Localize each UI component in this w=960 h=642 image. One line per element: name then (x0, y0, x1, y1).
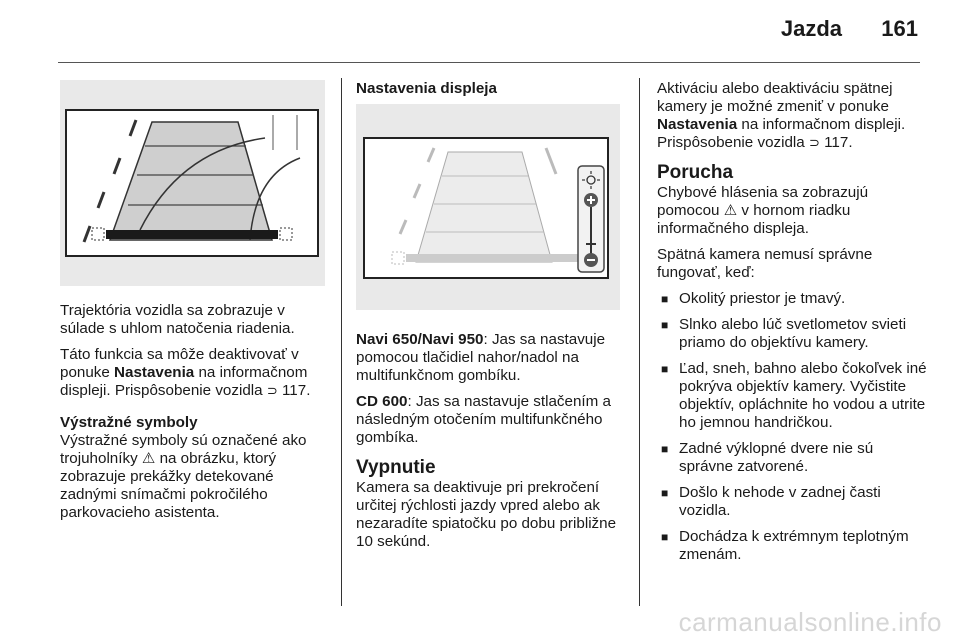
rear-camera-trajectory-figure (60, 80, 325, 286)
page-reference-icon: ⊃ (808, 135, 820, 150)
column-divider (639, 78, 640, 606)
display-settings-figure (356, 104, 620, 310)
malfunction-list (657, 290, 927, 564)
camera-toggle-paragraph: Aktiváciu alebo deaktiváciu spätnej kamery je možné zmeniť v ponuke Nastavenia na informačnom displeji. Prispôsobenie vozidla ⊃ 117. (657, 80, 906, 151)
list-item: ■ Zadné výklopné dvere nie sú správne zatvorené. (657, 440, 927, 476)
header-rule (58, 62, 920, 63)
warning-triangle-icon: ⚠ (723, 202, 738, 219)
deactivate-paragraph: Táto funkcia sa môže deaktivovať v ponuke Nastavenia na informačnom displeji. Prispôsobenie vozidla ⊃ 117. (60, 346, 311, 399)
list-item: ■ Došlo k nehode v zadnej časti vozidla. (657, 484, 927, 520)
trajectory-paragraph: Trajektória vozidla sa zobrazuje v súlade s uhlom natočenia riadenia. (60, 302, 295, 337)
column-2-body (356, 331, 626, 559)
display-settings-heading: Nastavenia displeja (356, 80, 497, 97)
warning-triangle-icon: ⚠ (141, 450, 156, 467)
list-item: ■ Ľad, sneh, bahno alebo čokoľvek iné pokrýva objektív kamery. Vyčistite objektív, opláchnite ho vodou a utrite ho jemnou handričkou. (657, 360, 927, 432)
section-heading-porucha: Porucha (657, 162, 734, 183)
navi-paragraph: Navi 650/Navi 950: Jas sa nastavuje pomocou tlačidiel nahor/nadol na multifunkčnom gombíku. (356, 331, 606, 384)
page-reference-icon: ⊃ (266, 383, 278, 398)
list-item: ■ Dochádza k extrémnym teplotným zmenám. (657, 528, 927, 564)
list-item: ■ Slnko alebo lúč svetlometov svieti priamo do objektívu kamery. (657, 316, 927, 352)
warning-symbols-paragraph: Výstražné symboly Výstražné symboly sú označené ako trojuholníky ⚠ na obrázku, ktorý zobrazuje prekážky detekované zadnými snímačmi pokročilého parkovacieho asistenta. (60, 414, 330, 522)
column-3 (657, 80, 927, 572)
trajectory-illustration (60, 80, 325, 286)
list-item: ■ Okolitý priestor je tmavý. (657, 290, 927, 308)
malfunction-intro: Spätná kamera nemusí správne fungovať, keď: (657, 246, 873, 281)
column-2 (356, 80, 626, 106)
column-divider (341, 78, 342, 606)
header-title: Jazda (780, 16, 842, 41)
watermark: carmanualsonline.info (678, 607, 942, 637)
cd600-paragraph: CD 600: Jas sa nastavuje stlačením a následným otočením multifunkčného gombíka. (356, 393, 611, 446)
warning-symbols-heading: Výstražné symboly (60, 414, 198, 431)
section-heading-vypnutie: Vypnutie (356, 457, 436, 478)
deactivation-paragraph: Kamera sa deaktivuje pri prekročení určitej rýchlosti jazdy vpred alebo ak nezaradíte spiatočku po dobu približne 10 sekúnd. (356, 479, 617, 550)
error-messages-paragraph: Chybové hlásenia sa zobrazujú pomocou ⚠ v hornom riadku informačného displeja. (657, 184, 869, 237)
display-brightness-illustration (356, 104, 620, 310)
column-1 (60, 302, 330, 530)
page-number: 161 (881, 16, 918, 41)
